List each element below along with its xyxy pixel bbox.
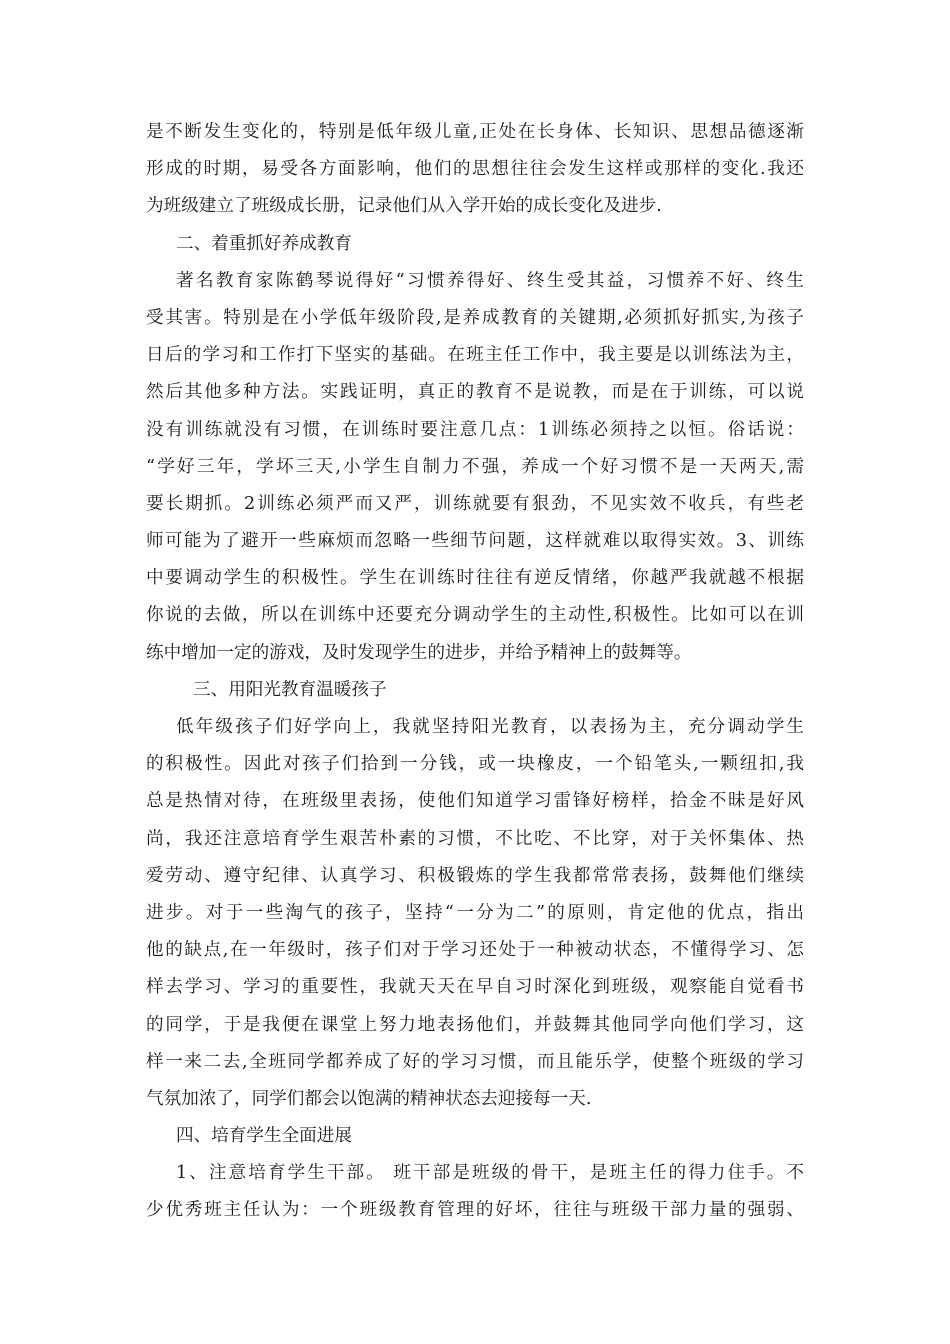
text-line: 著名教育家陈鹤琴说得好“习惯养得好、终生受其益，习惯养不好、终生	[176, 270, 804, 291]
text-line: 1、注意培育学生干部。 班干部是班级的骨干，是班主任的得力住手。不	[176, 1163, 804, 1184]
text-line: 练中增加一定的游戏，及时发现学生的进步，并给予精神上的鼓舞等。	[146, 642, 692, 663]
text-line: 三、用阳光教育温暖孩子	[193, 679, 387, 700]
text-line: 样去学习、学习的重要性，我就天天在早自习时深化到班级，观察能自觉看书	[146, 977, 804, 998]
text-line: 的同学，于是我便在课堂上努力地表扬他们，并鼓舞其他同学向他们学习，这	[146, 1014, 804, 1035]
text-line: 四、培育学生全面进展	[176, 1126, 352, 1147]
text-line: 爱劳动、遵守纪律、认真学习、积极锻炼的学生我都常常表扬，鼓舞他们继续	[146, 865, 804, 886]
text-line: 形成的时期，易受各方面影响，他们的思想往往会发生这样或那样的变化.我还	[146, 159, 804, 180]
text-line: 少优秀班主任认为：一个班级教育管理的好坏，往往与班级干部力量的强弱、	[146, 1200, 804, 1221]
text-line: “学好三年，学坏三天,小学生自制力不强，养成一个好习惯不是一天两天,需	[146, 456, 804, 477]
text-line: 要长期抓。2训练必须严而又严，训练就要有狠劲，不见实效不收兵，有些老	[146, 493, 804, 514]
text-line: 气氛加浓了，同学们都会以饱满的精神状态去迎接每一天.	[146, 1088, 592, 1109]
text-line: 你说的去做，所以在训练中还要充分调动学生的主动性,积极性。比如可以在训	[146, 605, 804, 626]
text-line: 日后的学习和工作打下坚实的基础。在班主任工作中，我主要是以训练法为主，	[146, 345, 804, 366]
text-line: 受其害。特别是在小学低年级阶段,是养成教育的关键期,必须抓好抓实,为孩子	[146, 307, 804, 328]
text-line: 没有训练就没有习惯，在训练时要注意几点：1训练必须持之以恒。俗话说：	[146, 419, 804, 440]
text-line: 他的缺点,在一年级时，孩子们对于学习还处于一种被动状态，不懂得学习、怎	[146, 940, 804, 961]
document-body	[146, 114, 804, 1230]
text-line: 的积极性。因此对孩子们拾到一分钱，或一块橡皮，一个铅笔头,一颗纽扣,我	[146, 754, 804, 775]
text-line: 为班级建立了班级成长册，记录他们从入学开始的成长变化及进步.	[146, 196, 662, 217]
text-line: 总是热情对待，在班级里表扬，使他们知道学习雷锋好榜样，拾金不昧是好风	[146, 791, 804, 812]
text-line: 然后其他多种方法。实践证明，真正的教育不是说教，而是在于训练，可以说	[146, 382, 804, 403]
text-line: 进步。对于一些淘气的孩子，坚持“一分为二”的原则，肯定他的优点，指出	[146, 902, 804, 923]
text-line: 样一来二去,全班同学都养成了好的学习习惯，而且能乐学，使整个班级的学习	[146, 1051, 804, 1072]
text-line: 中要调动学生的积极性。学生在训练时往往有逆反情绪，你越严我就越不根据	[146, 568, 804, 589]
text-line: 低年级孩子们好学向上，我就坚持阳光教育，以表扬为主，充分调动学生	[176, 717, 804, 737]
text-line: 师可能为了避开一些麻烦而忽略一些细节问题，这样就难以取得实效。3、训练	[146, 531, 804, 552]
text-line: 是不断发生变化的，特别是低年级儿童,正处在长身体、长知识、思想品德逐渐	[146, 122, 804, 142]
text-line: 二、着重抓好养成教育	[176, 233, 352, 254]
text-line: 尚，我还注意培育学生艰苦朴素的习惯，不比吃、不比穿，对于关怀集体、热	[146, 828, 804, 849]
